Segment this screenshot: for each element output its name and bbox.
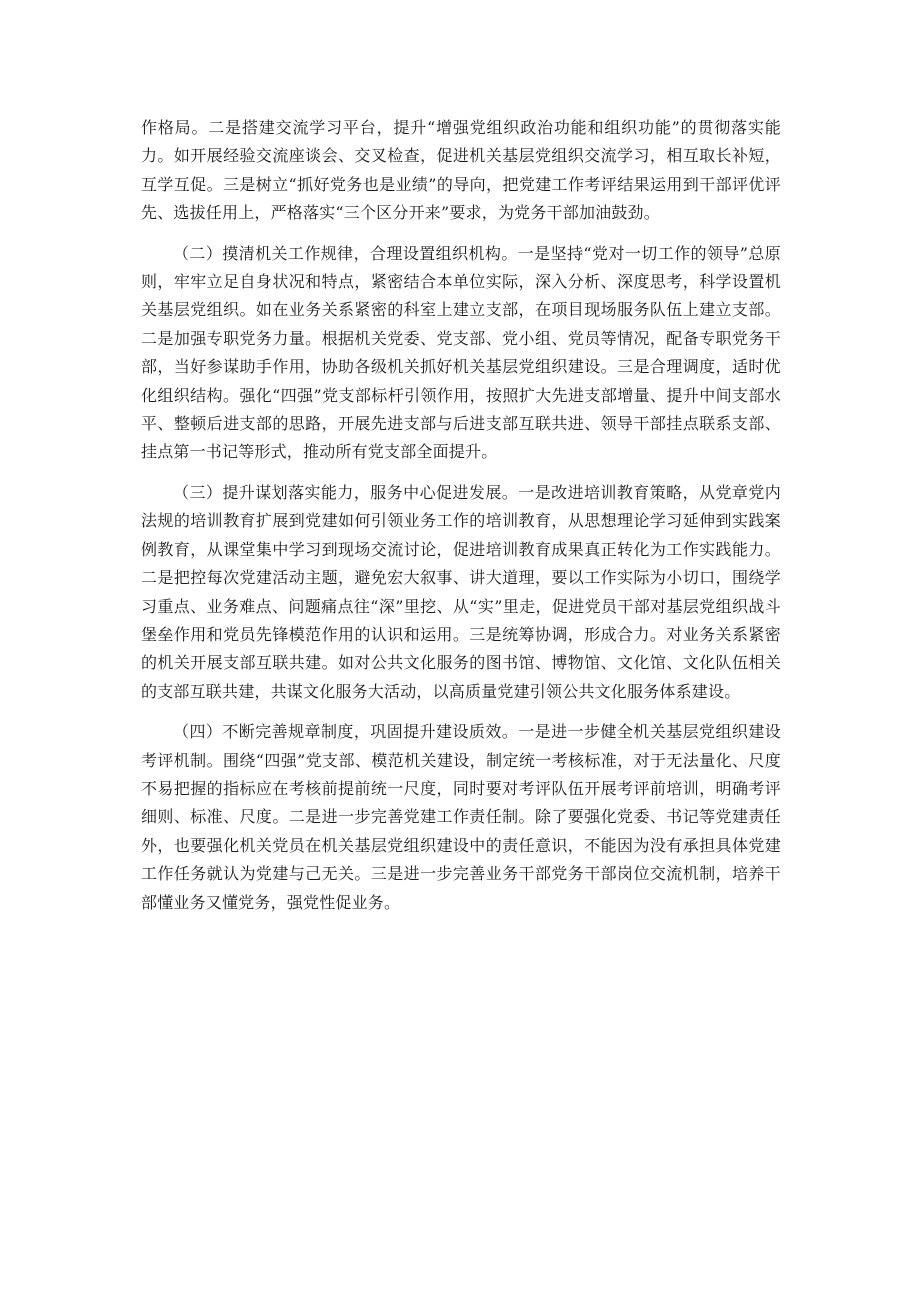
paragraph-section-2: （二）摸清机关工作规律，合理设置组织机构。一是坚持“党对一切工作的领导”总原则，牢牢立足自身状况和特点，紧密结合本单位实际，深入分析、深度思考，科学设置机关基层党组织。如在业务关系紧密的科室上建立支部，在项目现场服务队伍上建立支部。二是加强专职党务力量。根据机关党委、党支部、党小组、党员等情况，配备专职党务干部，当好参谋助手作用，协助各级机关抓好机关基层党组织建设。三是合理调度，适时优化组织结构。强化“四强”党支部标杆引领作用，按照扩大先进支部增量、提升中间支部水平、整顿后进支部的思路，开展先进支部与后进支部互联共进、领导干部挂点联系支部、挂点第一书记等形式，推动所有党支部全面提升。 xyxy=(141,243,781,462)
paragraph-section-3: （三）提升谋划落实能力，服务中心促进发展。一是改进培训教育策略，从党章党内法规的培训教育扩展到党建如何引领业务工作的培训教育，从思想理论学习延伸到实践案例教育，从课堂集中学习到现场交流讨论，促进培训教育成果真正转化为工作实践能力。二是把控每次党建活动主题，避免宏大叙事、讲大道理，要以工作实际为小切口，围绕学习重点、业务难点、问题痛点往“深”里挖、从“实”里走，促进党员干部对基层党组织战斗堡垒作用和党员先锋模范作用的认识和运用。三是统筹协调，形成合力。对业务关系紧密的机关开展支部互联共建。如对公共文化服务的图书馆、博物馆、文化馆、文化队伍相关的支部互联共建，共谋文化服务大活动，以高质量党建引领公共文化服务体系建设。 xyxy=(141,482,781,701)
document-page xyxy=(141,114,781,929)
paragraph-section-4: （四）不断完善规章制度，巩固提升建设质效。一是进一步健全机关基层党组织建设考评机制。围绕“四强”党支部、模范机关建设，制定统一考核标准，对于无法量化、尺度不易把握的指标应在考核前提前统一尺度，同时要对考评队伍开展考评前培训，明确考评细则、标准、尺度。二是进一步完善党建工作责任制。除了要强化党委、书记等党建责任外，也要强化机关党员在机关基层党组织建设中的责任意识，不能因为没有承担具体党建工作任务就认为党建与己无关。三是进一步完善业务干部党务干部岗位交流机制，培养干部懂业务又懂党务，强党性促业务。 xyxy=(141,722,781,912)
paragraph-continuation: 作格局。二是搭建交流学习平台，提升“增强党组织政治功能和组织功能”的贯彻落实能力。如开展经验交流座谈会、交叉检查，促进机关基层党组织交流学习，相互取长补短，互学互促。三是树立“抓好党务也是业绩”的导向，把党建工作考评结果运用到干部评优评先、选拔任用上，严格落实“三个区分开来”要求，为党务干部加油鼓劲。 xyxy=(141,118,781,223)
